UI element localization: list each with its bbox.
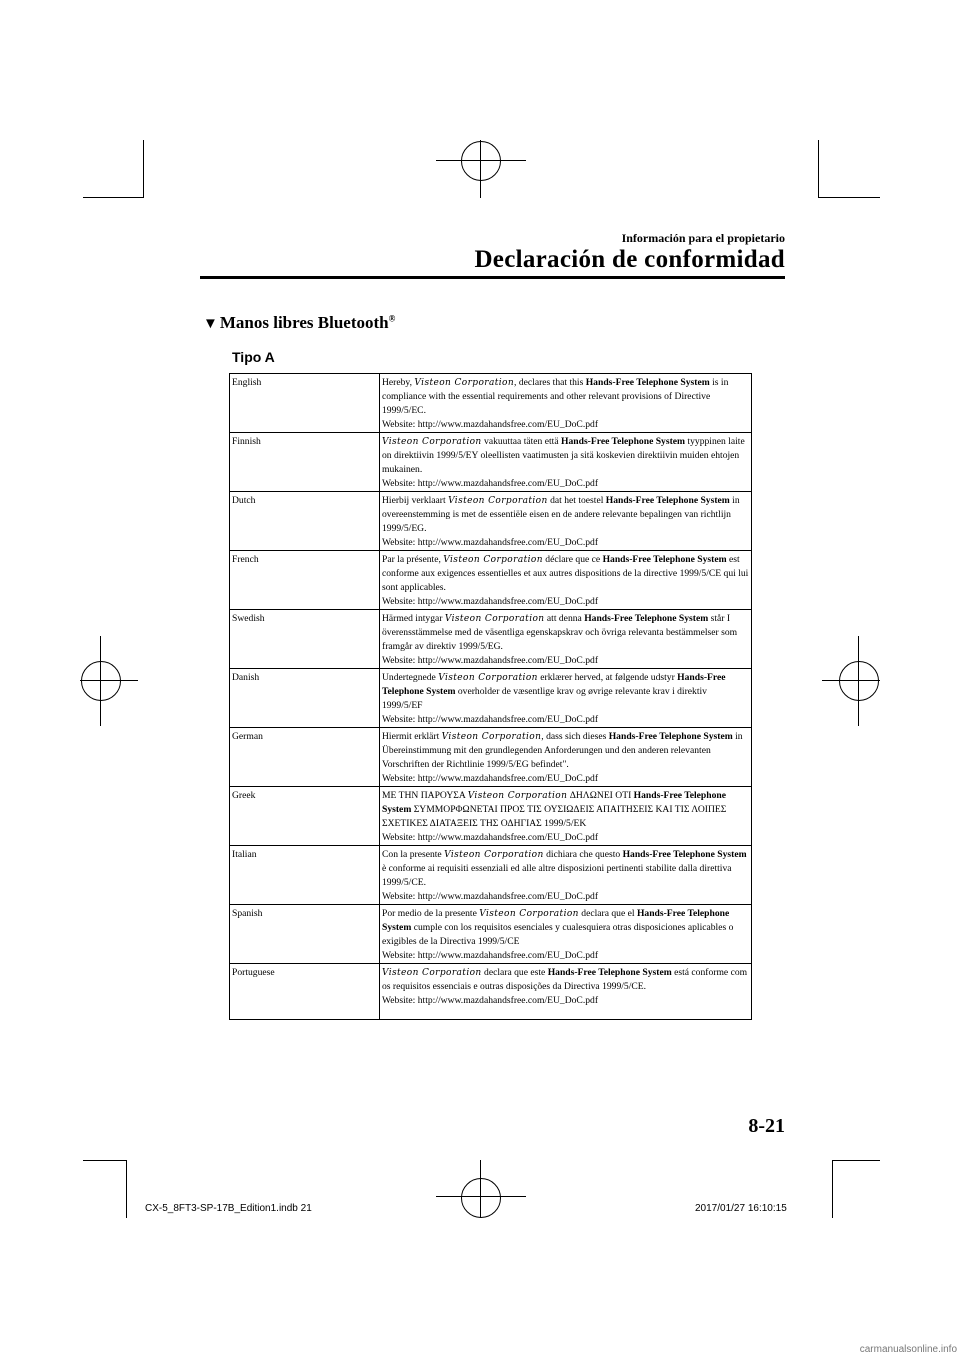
declaration-table xyxy=(229,373,752,1020)
language-cell: Italian xyxy=(230,846,380,905)
declaration-prefix: ΜΕ ΤΗΝ ΠΑΡΟΥΣΑ xyxy=(382,790,468,801)
product-name: Hands-Free Telephone System xyxy=(382,672,726,697)
table-row xyxy=(230,728,752,787)
company-name: Visteon Corporation xyxy=(414,378,515,388)
product-name: Hands-Free Telephone System xyxy=(382,790,726,815)
table-row xyxy=(230,905,752,964)
table-row xyxy=(230,492,752,551)
declaration-mid: dat het toestel xyxy=(547,495,606,506)
page-number: 8-21 xyxy=(748,1115,785,1137)
declaration-mid: ΔΗΛΩΝΕΙ ΟΤΙ xyxy=(567,790,634,801)
declaration-text: cumple con los requisitos esenciales y cualesquiera otras disposiciones aplicables o exigibles de la Directiva 1999/5/CE xyxy=(382,922,734,947)
table-row xyxy=(230,374,752,433)
company-name: Visteon Corporation xyxy=(444,614,545,624)
product-name: Hands-Free Telephone System xyxy=(382,908,730,933)
website-text: Website: http://www.mazdahandsfree.com/EU_DoC.pdf xyxy=(382,714,599,725)
page-title: Declaración de conformidad xyxy=(474,246,785,273)
website-text: Website: http://www.mazdahandsfree.com/EU_DoC.pdf xyxy=(382,832,599,843)
header-rule xyxy=(200,276,785,279)
website-text: Website: http://www.mazdahandsfree.com/EU_DoC.pdf xyxy=(382,655,599,666)
registered-mark: ® xyxy=(388,313,396,324)
declaration-mid: vakuuttaa täten että xyxy=(481,436,562,447)
website-text: Website: http://www.mazdahandsfree.com/EU_DoC.pdf xyxy=(382,419,599,430)
triangle-down-icon: ▼ xyxy=(203,316,218,332)
website-text: Website: http://www.mazdahandsfree.com/EU_DoC.pdf xyxy=(382,537,599,548)
declaration-mid: declara que el xyxy=(578,908,637,919)
product-name: Hands-Free Telephone System xyxy=(561,436,686,447)
declaration-mid: , dass sich dieses xyxy=(541,731,609,742)
company-name: Visteon Corporation xyxy=(443,555,543,565)
website-text: Website: http://www.mazdahandsfree.com/EU_DoC.pdf xyxy=(382,950,599,961)
website-text: Website: http://www.mazdahandsfree.com/EU_DoC.pdf xyxy=(382,891,599,902)
declaration-text: è conforme ai requisiti essenziali ed alle altre disposizioni pertinenti stabilite dalla direttiva 1999/5/CE. xyxy=(382,863,732,888)
language-cell: Portuguese xyxy=(230,964,380,1020)
declaration-prefix: Hereby, xyxy=(382,377,415,388)
company-name: Visteon Corporation xyxy=(444,850,544,860)
declaration-cell xyxy=(380,610,752,669)
declaration-text: overholder de væsentlige krav og øvrige relevante krav i direktiv 1999/5/EF xyxy=(382,686,707,711)
declaration-cell xyxy=(380,728,752,787)
product-name: Hands-Free Telephone System xyxy=(602,554,727,565)
declaration-prefix: Hierbij verklaart xyxy=(382,495,449,506)
declaration-mid: erklærer herved, at følgende udstyr xyxy=(537,672,678,683)
declaration-cell xyxy=(380,374,752,433)
company-name: Visteon Corporation xyxy=(382,437,482,447)
language-cell: English xyxy=(230,374,380,433)
language-cell: Danish xyxy=(230,669,380,728)
declaration-text: in overeenstemming is met de essentiële eisen en de andere relevante bepalingen van richtlijn 1999/5/EG. xyxy=(382,495,740,534)
declaration-cell xyxy=(380,492,752,551)
declaration-text: est conforme aux exigences essentielles et aux autres dispositions de la directive 1999/5/CE qui lui sont applicables. xyxy=(382,554,749,593)
declaration-prefix: Por medio de la presente xyxy=(382,908,480,919)
declaration-cell xyxy=(380,846,752,905)
company-name: Visteon Corporation xyxy=(438,673,538,683)
product-name: Hands-Free Telephone System xyxy=(584,613,709,624)
declaration-mid: déclare que ce xyxy=(542,554,603,565)
declaration-prefix: Hiermit erklärt xyxy=(382,731,442,742)
declaration-text: tyyppinen laite on direktiivin 1999/5/EY oleellisten vaatimusten ja sitä koskevien direktiivin muiden ehtojen mukainen. xyxy=(382,436,745,475)
product-name: Hands-Free Telephone System xyxy=(585,377,710,388)
product-name: Hands-Free Telephone System xyxy=(608,731,733,742)
website-text: Website: http://www.mazdahandsfree.com/EU_DoC.pdf xyxy=(382,478,599,489)
declaration-mid: dichiara che questo xyxy=(543,849,623,860)
header-subtitle: Información para el propietario xyxy=(621,231,785,245)
footer-file: CX-5_8FT3-SP-17B_Edition1.indb 21 xyxy=(145,1203,312,1214)
company-name: Visteon Corporation xyxy=(467,791,568,801)
declaration-mid: att denna xyxy=(544,613,585,624)
declaration-cell xyxy=(380,433,752,492)
language-cell: German xyxy=(230,728,380,787)
declaration-prefix: Con la presente xyxy=(382,849,445,860)
declaration-text: ΣΥΜΜΟΡΦΩΝΕΤΑΙ ΠΡΟΣ ΤΙΣ ΟΥΣΙΩΔΕΙΣ ΑΠΑΙΤΗΣΕΙΣ ΚΑΙ ΤΙΣ ΛΟΙΠΕΣ ΣΧΕΤΙΚΕΣ ΔΙΑΤΑΞΕΙΣ ΤΗΣ ΟΔΗΓΙΑΣ 1999/5/ΕΚ xyxy=(382,804,727,829)
section-heading xyxy=(203,313,395,333)
product-name: Hands-Free Telephone System xyxy=(605,495,730,506)
section-title: Manos libres Bluetooth xyxy=(219,313,389,332)
website-text: Website: http://www.mazdahandsfree.com/EU_DoC.pdf xyxy=(382,596,599,607)
language-cell: Dutch xyxy=(230,492,380,551)
subheading: Tipo A xyxy=(232,349,275,365)
table-row xyxy=(230,964,752,1020)
watermark: carmanualsonline.info xyxy=(859,1344,957,1355)
declaration-cell xyxy=(380,787,752,846)
company-name: Visteon Corporation xyxy=(479,909,579,919)
table-row xyxy=(230,846,752,905)
declaration-cell xyxy=(380,669,752,728)
product-name: Hands-Free Telephone System xyxy=(622,849,747,860)
declaration-cell xyxy=(380,905,752,964)
website-text: Website: http://www.mazdahandsfree.com/EU_DoC.pdf xyxy=(382,773,599,784)
declaration-mid: , declares that this xyxy=(514,377,586,388)
declaration-text: står I överensstämmelse med de väsentliga egenskapskrav och övriga relevanta bestämmelser som framgår av direktiv 1999/5/EG. xyxy=(382,613,738,652)
declaration-prefix: Par la présente, xyxy=(382,554,444,565)
language-cell: French xyxy=(230,551,380,610)
table-row xyxy=(230,787,752,846)
declaration-cell xyxy=(380,551,752,610)
declaration-prefix: Härmed intygar xyxy=(382,613,445,624)
product-name: Hands-Free Telephone System xyxy=(547,967,672,978)
language-cell: Greek xyxy=(230,787,380,846)
declaration-text: está conforme com os requisitos essenciais e outras disposições da Directiva 1999/5/CE. xyxy=(382,967,748,992)
declaration-text: is in compliance with the essential requirements and other relevant provisions of Directive 1999/5/EC. xyxy=(382,377,729,416)
declaration-prefix: Undertegnede xyxy=(382,672,439,683)
website-text: Website: http://www.mazdahandsfree.com/EU_DoC.pdf xyxy=(382,995,599,1006)
declaration-cell xyxy=(380,964,752,1020)
language-cell: Spanish xyxy=(230,905,380,964)
language-cell: Swedish xyxy=(230,610,380,669)
footer-date: 2017/01/27 16:10:15 xyxy=(695,1203,787,1214)
table-row xyxy=(230,669,752,728)
company-name: Visteon Corporation xyxy=(382,968,482,978)
declaration-mid: declara que este xyxy=(481,967,548,978)
table-row xyxy=(230,551,752,610)
declaration-text: in Übereinstimmung mit den grundlegenden Anforderungen und den anderen relevanten Vorschriften der Richtlinie 1999/5/EG befindet". xyxy=(382,731,743,770)
table-row xyxy=(230,610,752,669)
table-row xyxy=(230,433,752,492)
language-cell: Finnish xyxy=(230,433,380,492)
company-name: Visteon Corporation xyxy=(441,732,542,742)
company-name: Visteon Corporation xyxy=(448,496,548,506)
